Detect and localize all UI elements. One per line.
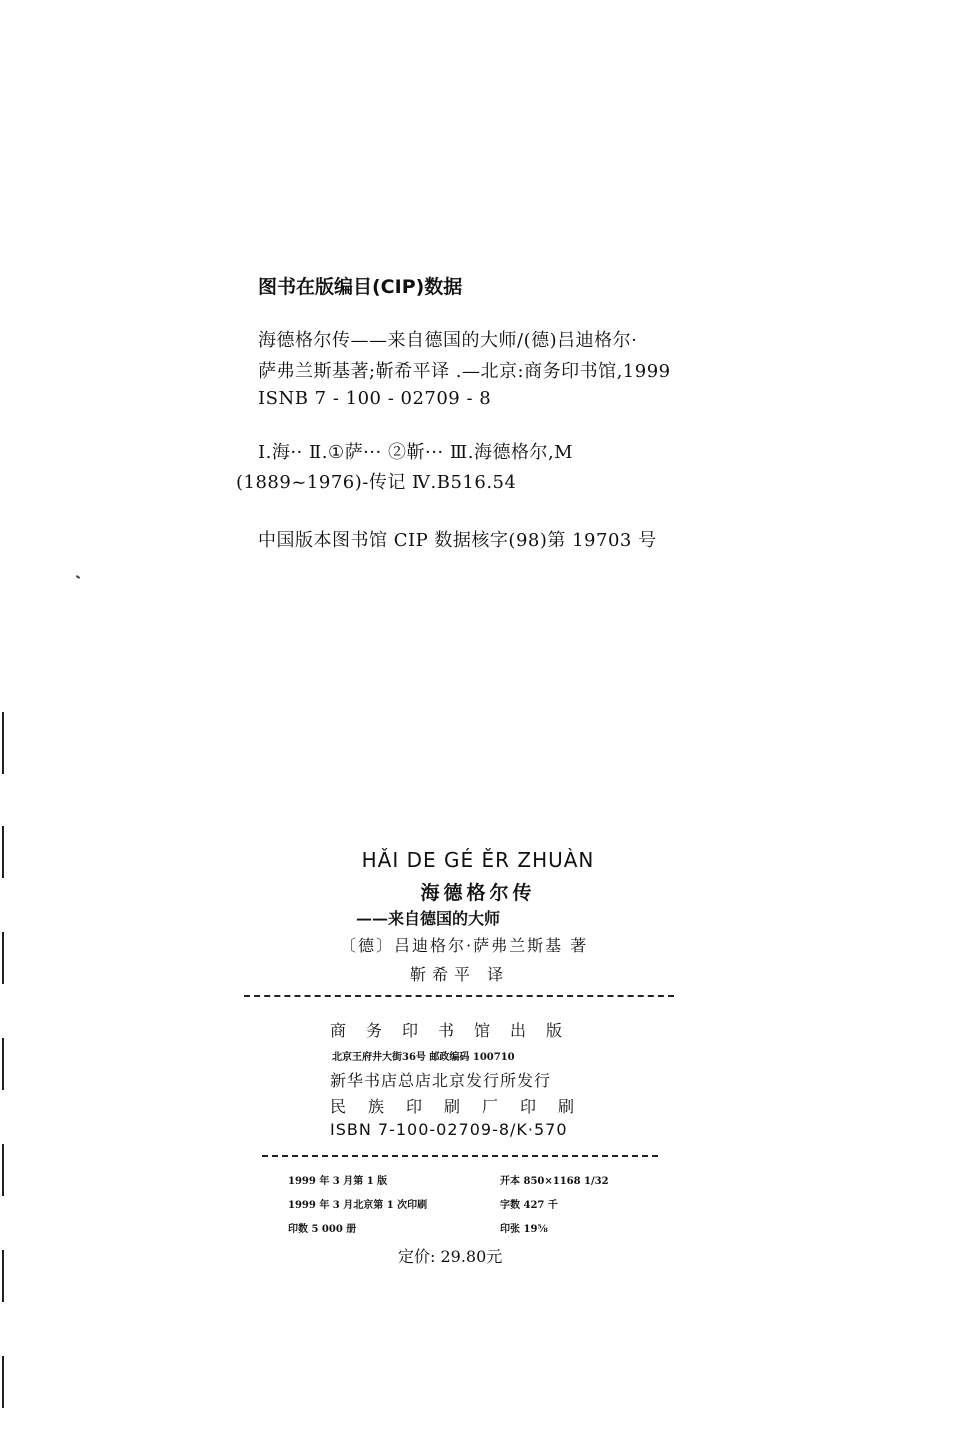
scan-edge-mark-3 [2,932,4,984]
cip-title-line: 海德格尔传——来自德国的大师/(德)吕迪格尔· [258,330,638,351]
author-line: 〔德〕吕迪格尔·萨弗兰斯基 著 [340,936,589,955]
title-pinyin: HǍI DE GÉ ĚR ZHUÀN [361,848,595,872]
word-count-info: 字数 427 千 [500,1200,558,1211]
scan-edge-mark-7 [2,1356,4,1408]
format-info: 开本 850×1168 1/32 [500,1176,609,1187]
scan-edge-mark-4 [2,1038,4,1090]
cip-author-publisher-line: 萨弗兰斯基著;靳希平译 .—北京:商务印书馆,1999 [258,361,671,382]
cip-classification-line: (1889~1976)-传记 Ⅳ.B516.54 [236,472,517,493]
cip-heading: 图书在版编目(CIP)数据 [258,276,463,298]
edition-info: 1999 年 3 月第 1 版 [288,1176,388,1187]
print-run-info: 印数 5 000 册 [288,1224,357,1235]
publisher-address: 北京王府井大街36号 邮政编码 100710 [332,1052,515,1063]
scan-speck [76,575,80,579]
price-line: 定价: 29.80元 [398,1247,503,1266]
subtitle: ——来自德国的大师 [356,909,501,928]
scan-edge-mark-6 [2,1250,4,1302]
divider-rule-top [244,995,674,997]
cip-isbn-line: ISNB 7 - 100 - 02709 - 8 [258,388,492,409]
distributor-line: 新华书店总店北京发行所发行 [330,1071,552,1090]
isbn-line: ISBN 7-100-02709-8/K·570 [330,1120,568,1139]
publisher-name: 商务印书馆出版 [330,1021,583,1040]
scan-edge-mark-2 [2,826,4,878]
sheet-count-info: 印张 19⅝ [500,1224,548,1235]
scan-edge-mark-5 [2,1144,4,1196]
divider-rule-bottom [262,1155,658,1157]
printing-info: 1999 年 3 月北京第 1 次印刷 [288,1200,428,1211]
title-chinese: 海德格尔传 [420,882,536,904]
printer-line: 民族印刷厂印刷 [330,1097,597,1116]
cip-record-number: 中国版本图书馆 CIP 数据核字(98)第 19703 号 [258,530,657,551]
translator-line: 靳希平 译 [410,965,510,984]
scan-edge-mark-1 [2,712,4,774]
cip-subject-line: Ⅰ.海·· Ⅱ.①萨··· ②靳··· Ⅲ.海德格尔,M [258,442,574,463]
